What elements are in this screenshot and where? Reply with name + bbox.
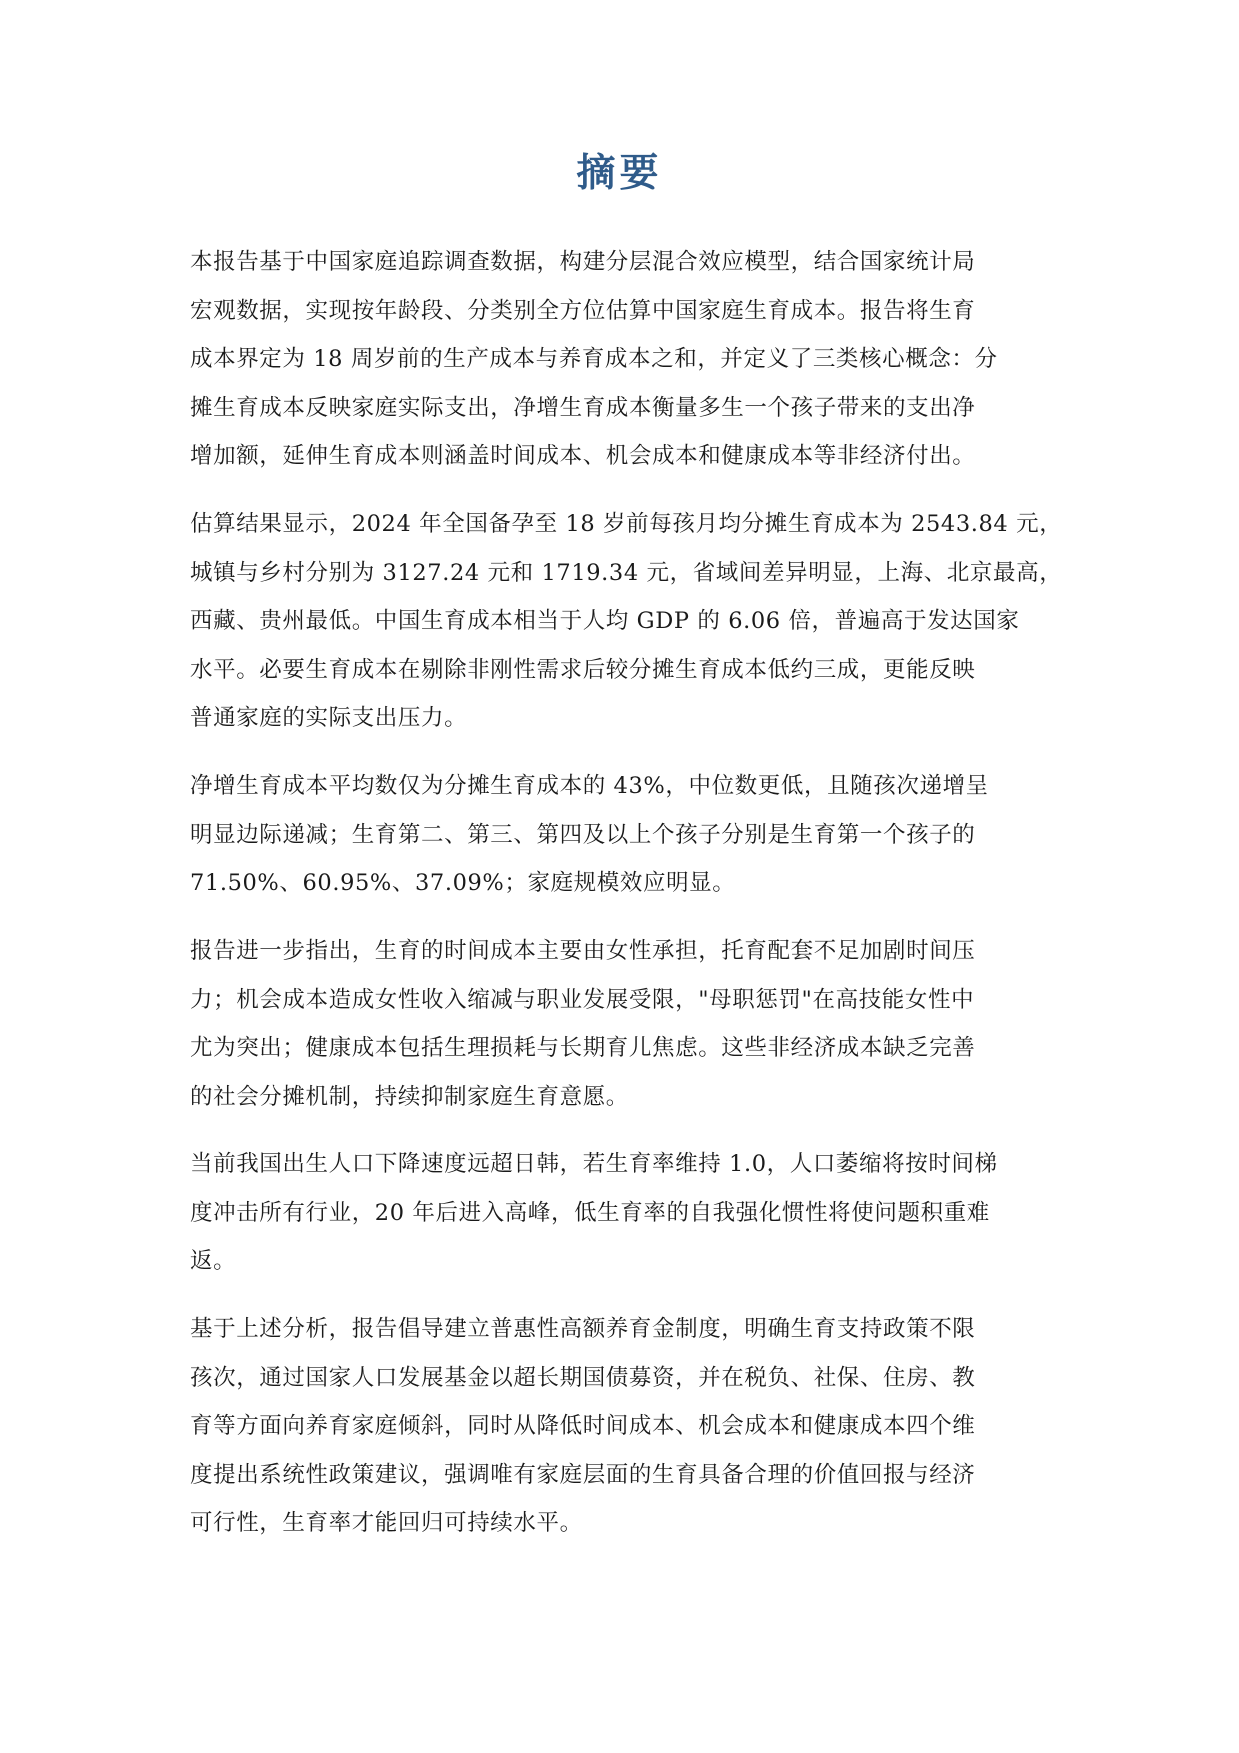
text-line: 报告进一步指出，生育的时间成本主要由女性承担，托育配套不足加剧时间压 [190,938,976,964]
page-title: 摘要 [576,150,663,196]
paragraph-estimates [190,500,1063,743]
text-line: 基于上述分析，报告倡导建立普惠性高额养育金制度，明确生育支持政策不限 [190,1316,976,1342]
text-line: 普通家庭的实际支出压力。 [190,705,468,731]
text-line: 增加额，延伸生育成本则涵盖时间成本、机会成本和健康成本等非经济付出。 [190,443,976,469]
text-line: 成本界定为 18 周岁前的生产成本与养育成本之和，并定义了三类核心概念：分 [190,346,998,372]
text-line: 水平。必要生育成本在剔除非刚性需求后较分摊生育成本低约三成，更能反映 [190,656,976,683]
text-line: 度提出系统性政策建议，强调唯有家庭层面的生育具备合理的价值回报与经济 [190,1461,976,1488]
text-line: 当前我国出生人口下降速度远超日韩，若生育率维持 1.0，人口萎缩将按时间梯 [190,1151,998,1177]
text-line: 尤为突出；健康成本包括生理损耗与长期育儿焦虑。这些非经济成本缺乏完善 [190,1035,976,1061]
text-line: 孩次，通过国家人口发展基金以超长期国债募资，并在税负、社保、住房、教 [190,1364,976,1391]
paragraph-net-cost [190,762,1060,908]
text-line: 71.50%、60.95%、37.09%；家庭规模效应明显。 [190,870,736,896]
text-line: 明显边际递减；生育第二、第三、第四及以上个孩子分别是生育第一个孩子的 [190,821,976,848]
text-line: 摊生育成本反映家庭实际支出，净增生育成本衡量多生一个孩子带来的支出净 [190,394,976,421]
paragraph-extended-cost [190,927,1060,1121]
text-line: 净增生育成本平均数仅为分摊生育成本的 43%，中位数更低，且随孩次递增呈 [190,773,989,799]
text-line: 本报告基于中国家庭追踪调查数据，构建分层混合效应模型，结合国家统计局 [190,249,976,275]
text-line: 力；机会成本造成女性收入缩减与职业发展受限，"母职惩罚"在高技能女性中 [190,986,975,1013]
text-line: 城镇与乡村分别为 3127.24 元和 1719.34 元，省域间差异明显，上海、北京最高， [190,559,1063,586]
paragraph-population [190,1140,1060,1286]
text-line: 返。 [190,1248,237,1274]
text-line: 可行性，生育率才能回归可持续水平。 [190,1510,583,1536]
text-line: 西藏、贵州最低。中国生育成本相当于人均 GDP 的 6.06 倍，普遍高于发达国家 [190,608,1020,634]
text-line: 育等方面向养育家庭倾斜，同时从降低时间成本、机会成本和健康成本四个维 [190,1413,976,1439]
text-line: 度冲击所有行业，20 年后进入高峰，低生育率的自我强化惯性将使问题积重难 [190,1199,990,1226]
paragraph-policy [190,1305,1060,1548]
text-line: 估算结果显示，2024 年全国备孕至 18 岁前每孩月均分摊生育成本为 2543.84 元， [190,511,1063,537]
text-line: 宏观数据，实现按年龄段、分类别全方位估算中国家庭生育成本。报告将生育 [190,297,976,324]
paragraph-overview [190,238,1060,481]
text-line: 的社会分摊机制，持续抑制家庭生育意愿。 [190,1083,629,1110]
